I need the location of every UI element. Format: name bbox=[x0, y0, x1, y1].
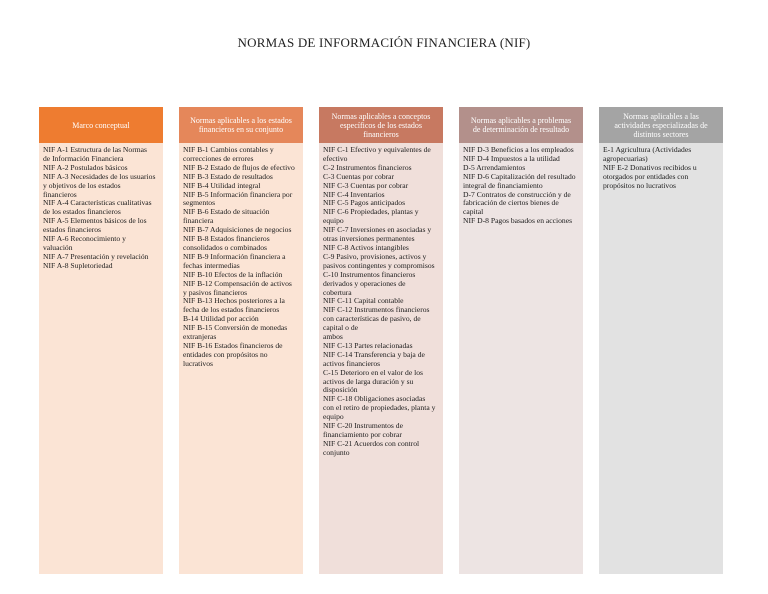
norm-item: NIF D-6 Capitalización del resultado integral de financiamiento bbox=[463, 171, 576, 190]
norm-item: NIF B-8 Estados financieros consolidados o combinados bbox=[183, 234, 270, 252]
column-actividades-especializadas bbox=[599, 107, 723, 574]
norm-item: NIF B-9 Información financiera a fechas intermedias bbox=[183, 251, 286, 270]
norm-item: NIF A-2 Postulados básicos bbox=[43, 162, 128, 172]
norm-item: NIF D-8 Pagos basados en acciones bbox=[463, 216, 573, 226]
norm-item: C-10 Instrumentos financieros derivados y operaciones de cobertura bbox=[323, 269, 416, 297]
column-body bbox=[39, 143, 163, 574]
column-header: Normas aplicables a conceptos específicos de los estados financieros bbox=[319, 107, 443, 143]
norm-item: NIF B-6 Estado de situación financiera bbox=[183, 207, 270, 226]
norm-item: NIF C-5 Pagos anticipados bbox=[323, 198, 406, 208]
norm-item: NIF C-12 Instrumentos financieros con características de pasivo, de capital o de ambos bbox=[323, 305, 430, 342]
norm-item: NIF B-3 Estado de resultados bbox=[183, 171, 273, 181]
column-estados-financieros bbox=[179, 107, 303, 574]
norm-item: NIF B-4 Utilidad integral bbox=[183, 180, 261, 190]
norm-item: NIF B-5 Información financiera por segmentos bbox=[183, 189, 293, 208]
norm-item: NIF B-16 Estados financieros de entidades con propósitos no lucrativos bbox=[183, 340, 283, 368]
column-body bbox=[459, 143, 583, 574]
norm-item: NIF B-12 Compensación de activos y pasivos financieros bbox=[183, 278, 292, 297]
column-determinacion-resultado bbox=[459, 107, 583, 574]
norm-item: NIF C-14 Transferencia y baja de activos financieros bbox=[323, 349, 425, 368]
column-body bbox=[179, 143, 303, 574]
norm-item: NIF A-7 Presentación y revelación bbox=[43, 251, 149, 261]
norm-item: NIF A-5 Elementos básicos de los estados financieros bbox=[43, 216, 147, 235]
norm-item: NIF B-10 Efectos de la inflación bbox=[183, 269, 283, 279]
norm-item: NIF B-2 Estado de flujos de efectivo bbox=[183, 162, 295, 172]
norm-item: NIF C-3 Cuentas por cobrar bbox=[323, 180, 409, 190]
norm-item: NIF D-3 Beneficios a los empleados bbox=[463, 145, 574, 154]
norm-item: NIF C-13 Partes relacionadas bbox=[323, 340, 413, 350]
norm-item: NIF A-6 Reconocimiento y valuación bbox=[43, 234, 126, 252]
column-header: Normas aplicables a problemas de determinación de resultado bbox=[459, 107, 583, 143]
norm-item: NIF A-4 Características cualitativas de los estados financieros bbox=[43, 198, 152, 217]
norm-item: NIF C-21 Acuerdos con control conjunto bbox=[323, 438, 420, 457]
norm-item: NIF A-8 Supletoriedad bbox=[43, 260, 113, 270]
column-conceptos-especificos bbox=[319, 107, 443, 574]
norm-item: NIF A-1 Estructura de las Normas de Información Financiera bbox=[43, 145, 147, 163]
norm-item: NIF C-7 Inversiones en asociadas y otras inversiones permanentes bbox=[323, 225, 432, 244]
norm-item: C-15 Deterioro en el valor de los activos de larga duración y su disposición bbox=[323, 367, 423, 395]
norm-item: NIF C-18 Obligaciones asociadas con el retiro de propiedades, planta y equipo bbox=[323, 394, 436, 422]
norm-item: NIF D-4 Impuestos a la utilidad bbox=[463, 153, 560, 163]
norm-item: E-1 Agricultura (Actividades agropecuarias) bbox=[603, 145, 692, 163]
norm-item: NIF C-8 Activos intangibles bbox=[323, 242, 409, 252]
norm-item: C-3 Cuentas por cobrar bbox=[323, 171, 395, 181]
norm-item: D-7 Contratos de construcción y de fabricación de ciertos bienes de capital bbox=[463, 189, 571, 217]
column-marco-conceptual bbox=[39, 107, 163, 574]
page-title: NORMAS DE INFORMACIÓN FINANCIERA (NIF) bbox=[237, 35, 531, 50]
norm-item: NIF E-2 Donativos recibidos u otorgados por entidades con propósitos no lucrativos bbox=[603, 162, 697, 190]
norm-item: NIF C-20 Instrumentos de financiamiento por cobrar bbox=[323, 421, 403, 439]
norm-item: C-9 Pasivo, provisiones, activos y pasivos contingentes y compromisos bbox=[323, 251, 435, 270]
column-body bbox=[599, 143, 723, 574]
norm-item: NIF C-1 Efectivo y equivalentes de efectivo bbox=[323, 145, 431, 163]
column-header: Normas aplicables a los estados financieros en su conjunto bbox=[179, 107, 303, 143]
norm-item: NIF B-7 Adquisiciones de negocios bbox=[183, 225, 292, 235]
norm-item: NIF C-4 Inventarios bbox=[323, 189, 385, 199]
norm-item: NIF C-6 Propiedades, plantas y equipo bbox=[323, 207, 419, 226]
norm-item: NIF B-15 Conversión de monedas extranjeras bbox=[183, 323, 288, 342]
norm-item: C-2 Instrumentos financieros bbox=[323, 162, 412, 172]
column-header: Marco conceptual bbox=[39, 107, 163, 143]
norm-item: D-5 Arrendamientos bbox=[463, 162, 526, 172]
column-header: Normas aplicables a las actividades especializadas de distintos sectores bbox=[599, 107, 723, 143]
norm-item: NIF A-3 Necesidades de los usuarios y objetivos de los estados financieros bbox=[43, 171, 156, 199]
norm-item: NIF B-13 Hechos posteriores a la fecha de los estados financieros bbox=[183, 296, 285, 315]
norm-item: B-14 Utilidad por acción bbox=[183, 314, 259, 324]
norm-item: NIF C-11 Capital contable bbox=[323, 296, 404, 306]
norm-item: NIF B-1 Cambios contables y correcciones de errores bbox=[183, 145, 274, 163]
column-body bbox=[319, 143, 443, 574]
